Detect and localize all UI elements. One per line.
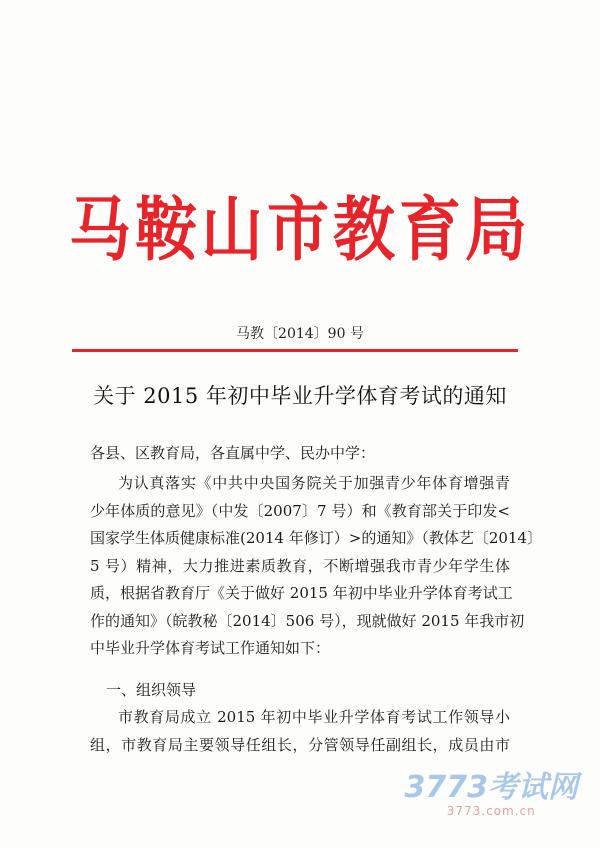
paragraph-2-line: 市教育局成立 2015 年初中毕业升学体育考试工作领导小 bbox=[118, 708, 510, 726]
watermark-url: 3773.com.cn bbox=[446, 804, 536, 818]
watermark-logo: 3773考试网 bbox=[404, 770, 578, 805]
agency-header-title: 马鞍山市教育局 bbox=[68, 188, 531, 271]
paragraph-1-line: 少年体质的意见》（中发〔2007〕7 号）和《教育部关于印发< bbox=[90, 501, 510, 520]
notice-title: 关于 2015 年初中毕业升学体育考试的通知 bbox=[93, 384, 507, 408]
salutation: 各县、区教育局，各直属中学、民办中学： bbox=[90, 444, 376, 462]
section-1-heading: 一、组织领导 bbox=[106, 681, 197, 699]
paragraph-1-line: 5 号）精神，大力推进素质教育，不断增强我市青少年学生体 bbox=[90, 556, 510, 575]
paragraph-1-line: 为认真落实《中共中央国务院关于加强青少年体育增强青 bbox=[118, 474, 510, 492]
paragraph-1 bbox=[90, 470, 543, 663]
site-watermark bbox=[405, 772, 579, 818]
paragraph-2 bbox=[90, 704, 510, 759]
paragraph-1-line: 中毕业升学体育考试工作通知如下： bbox=[90, 639, 331, 657]
paragraph-1-line: 质，根据省教育厅《关于做好 2015 年初中毕业升学体育考试工 bbox=[90, 584, 513, 602]
paragraph-1-line: 作的通知》（皖教秘〔2014〕506 号），现就做好 2015 年我市初 bbox=[90, 611, 525, 630]
paragraph-2-line: 组，市教育局主要领导任组长，分管领导任副组长，成员由市 bbox=[90, 735, 510, 754]
red-divider-line bbox=[72, 349, 518, 352]
paragraph-1-line: 国家学生体质健康标准(2014 年修订）>的通知》（教体艺〔2014〕 bbox=[90, 529, 543, 547]
document-number: 马教〔2014〕90 号 bbox=[236, 326, 364, 342]
